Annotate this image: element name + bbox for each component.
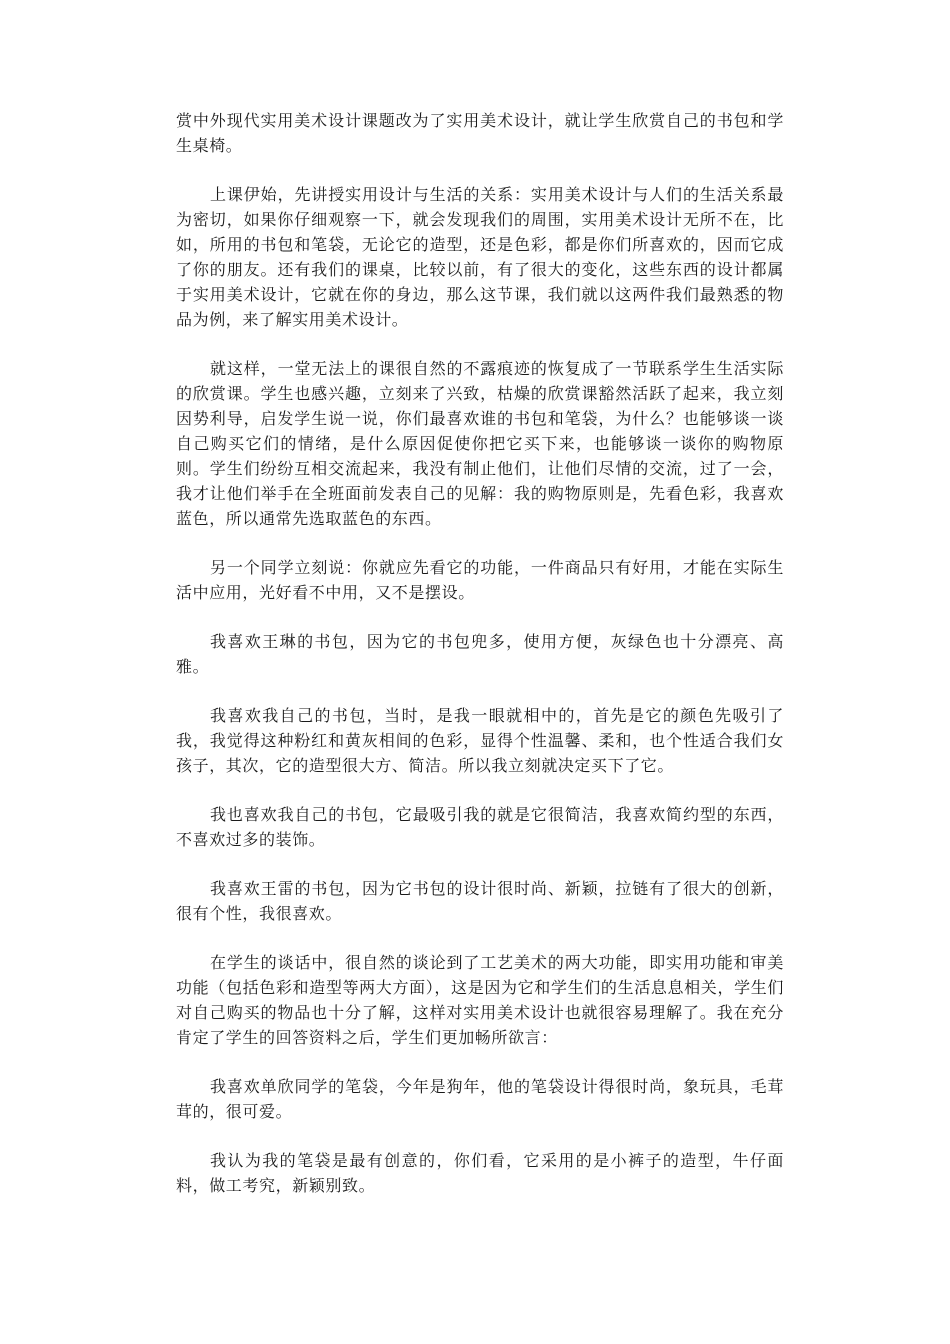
paragraph: 在学生的谈话中，很自然的谈论到了工艺美术的两大功能，即实用功能和审美功能（包括色彩和造型等两大方面），这是因为它和学生们的生活息息相关，学生们对自己购买的物品也十分了解，这样对实用美术设计也就很容易理解了。我在充分肯定了学生的回答资料之后，学生们更加畅所欲言： bbox=[176, 953, 784, 1047]
document-body bbox=[176, 108, 784, 1198]
paragraph: 另一个同学立刻说：你就应先看它的功能，一件商品只有好用，才能在实际生活中应用，光好看不中用，又不是摆设。 bbox=[176, 558, 784, 602]
paragraph: 赏中外现代实用美术设计课题改为了实用美术设计，就让学生欣赏自己的书包和学生桌椅。 bbox=[176, 111, 784, 155]
paragraph: 我喜欢我自己的书包，当时，是我一眼就相中的，首先是它的颜色先吸引了我，我觉得这种粉红和黄灰相间的色彩，显得个性温馨、柔和，也个性适合我们女孩子，其次，它的造型很大方、简洁。所以我立刻就决定买下了它。 bbox=[176, 706, 784, 775]
paragraph: 我喜欢王雷的书包，因为它书包的设计很时尚、新颖，拉链有了很大的创新，很有个性，我很喜欢。 bbox=[176, 879, 784, 923]
paragraph: 上课伊始，先讲授实用设计与生活的关系：实用美术设计与人们的生活关系最为密切，如果你仔细观察一下，就会发现我们的周围，实用美术设计无所不在，比如，所用的书包和笔袋，无论它的造型，还是色彩，都是你们所喜欢的，因而它成了你的朋友。还有我们的课桌，比较以前，有了很大的变化，这些东西的设计都属于实用美术设计，它就在你的身边，那么这节课，我们就以这两件我们最熟悉的物品为例，来了解实用美术设计。 bbox=[176, 185, 784, 329]
paragraph: 我喜欢单欣同学的笔袋，今年是狗年，他的笔袋设计得很时尚，象玩具，毛茸茸的，很可爱。 bbox=[176, 1077, 784, 1121]
paragraph: 我也喜欢我自己的书包，它最吸引我的就是它很简洁，我喜欢简约型的东西，不喜欢过多的装饰。 bbox=[176, 805, 784, 849]
paragraph: 我认为我的笔袋是最有创意的，你们看，它采用的是小裤子的造型，牛仔面料，做工考究，新颖别致。 bbox=[176, 1151, 784, 1195]
paragraph: 我喜欢王琳的书包，因为它的书包兜多，使用方便，灰绿色也十分漂亮、高雅。 bbox=[176, 632, 784, 676]
paragraph: 就这样，一堂无法上的课很自然的不露痕迹的恢复成了一节联系学生生活实际的欣赏课。学生也感兴趣，立刻来了兴致，枯燥的欣赏课豁然活跃了起来，我立刻因势利导，启发学生说一说，你们最喜欢谁的书包和笔袋，为什么？也能够谈一谈自己购买它们的情绪，是什么原因促使你把它买下来，也能够谈一谈你的购物原则。学生们纷纷互相交流起来，我没有制止他们，让他们尽情的交流，过了一会，我才让他们举手在全班面前发表自己的见解：我的购物原则是，先看色彩，我喜欢蓝色，所以通常先选取蓝色的东西。 bbox=[176, 359, 784, 528]
